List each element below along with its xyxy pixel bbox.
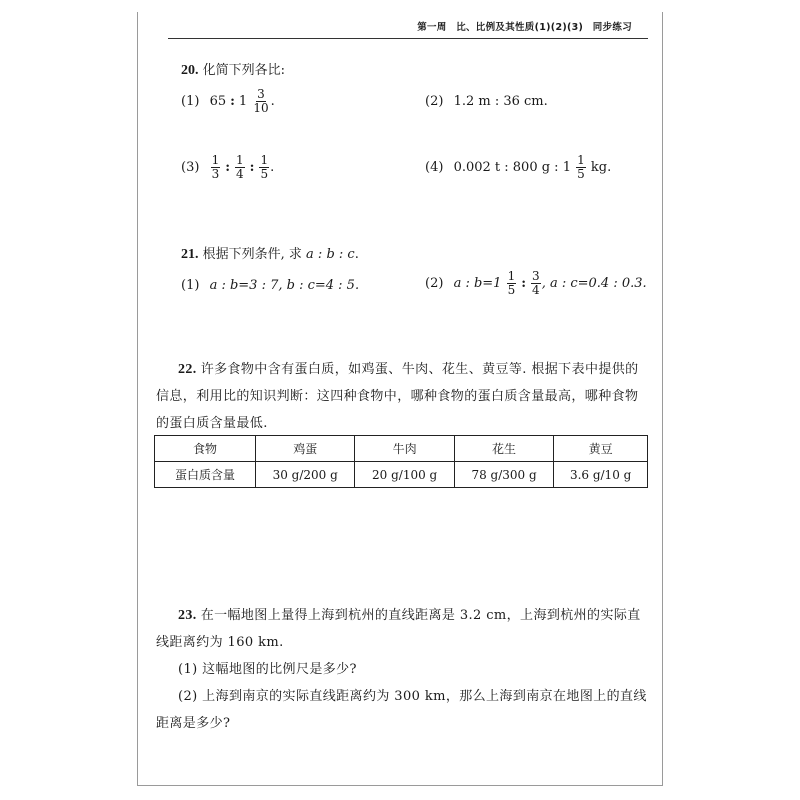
q21-part2-pre: a : b=1 (453, 276, 502, 291)
table-header-cell: 牛肉 (355, 436, 454, 462)
q21-part1-text: a : b=3 : 7, b : c=4 : 5. (209, 278, 360, 293)
q21-part2: (2) a : b=1 $\frac{1}{5}$ : $\frac{3}{4}$ , a : c=0.4 : 0.3. (425, 269, 647, 297)
q20-part4-label: (4) (425, 160, 444, 175)
q21-part1-label: (1) (181, 278, 200, 293)
q23-part2-text: (2) 上海到南京的实际直线距离约为 300 km，那么上海到南京在地图上的直线距离是多少? (156, 689, 647, 731)
header-topic: 比、比例及其性质(1)(2)(3) (456, 22, 584, 33)
q20-part2-label: (2) (425, 94, 444, 109)
q20-part4-a: 0.002 t : 800 g : 1 (453, 160, 571, 175)
q20-title-text: 化简下列各比: (202, 63, 286, 78)
q22-text: 许多食物中含有蛋白质，如鸡蛋、牛肉、花生、黄豆等. 根据下表中提供的信息，利用比的知识判断：这四种食物中，哪种食物的蛋白质含量最高，哪种食物的蛋白质含量最低. (156, 362, 639, 431)
table-cell: 30 g/200 g (256, 462, 355, 488)
q20-part1-label: (1) (181, 94, 200, 109)
q23-part1 (156, 656, 651, 683)
q20-part4-fraction: $\frac{1}{5}$ (577, 153, 585, 181)
worksheet-page (137, 12, 663, 786)
q21-title-end: . (354, 247, 359, 262)
q20-number: 20. (181, 63, 199, 78)
table-header-cell: 食物 (155, 436, 256, 462)
q20-part4-end: kg. (590, 160, 612, 175)
q21-part2-post: , a : c=0.4 : 0.3. (541, 276, 647, 291)
q21-number: 21. (181, 247, 199, 262)
table-header-cell: 花生 (454, 436, 553, 462)
protein-table (154, 435, 648, 488)
q20-part4 (425, 154, 611, 181)
table-row (155, 462, 648, 488)
q21-title (181, 243, 359, 263)
q23-part2 (156, 683, 651, 737)
q20-part3-fraction1: $\frac{1}{3}$ (211, 153, 220, 181)
header-type: 同步练习 (592, 22, 632, 33)
q20-title (181, 59, 285, 79)
table-cell: 蛋白质含量 (155, 462, 256, 488)
q20-part1-fraction: $\frac{3}{10}$ (253, 87, 269, 115)
q20-part2 (425, 94, 548, 109)
q20-part3-label: (3) (181, 160, 200, 175)
header-rule (168, 38, 648, 39)
q21-part2-fraction2: $\frac{3}{4}$ (532, 269, 540, 297)
header-week: 第一周 (417, 22, 447, 33)
table-header-cell: 鸡蛋 (256, 436, 355, 462)
q20-part2-text: 1.2 m : 36 cm. (453, 94, 548, 109)
table-header-row (155, 436, 648, 462)
q21-part1 (181, 278, 359, 293)
q20-part1-end: . (270, 94, 275, 109)
page-header (411, 19, 632, 33)
q20-part1-a: 65 (209, 94, 227, 109)
q23-number: 23. (178, 608, 197, 623)
table-header-cell: 黄豆 (554, 436, 648, 462)
q20-part3-end: . (270, 160, 275, 175)
table-cell: 78 g/300 g (454, 462, 553, 488)
q23-paragraph (156, 602, 651, 656)
q20-part3: (3) $\frac{1}{3}$ : $\frac{1}{4}$ : $\frac{1}{5}$ . (181, 153, 275, 181)
q20-part1: (1) 65 : 1 $\frac{3}{10}$ . (181, 87, 275, 115)
table-cell: 20 g/100 g (355, 462, 454, 488)
table-cell: 3.6 g/10 g (554, 462, 648, 488)
q20-part1-whole: 1 (238, 94, 248, 109)
q21-title-text: 根据下列条件, 求 (202, 247, 302, 262)
q20-part3-fraction2: $\frac{1}{4}$ (236, 153, 244, 181)
q20-part3-fraction3: $\frac{1}{5}$ (260, 153, 269, 181)
q21-part2-label: (2) (425, 276, 444, 291)
q22-number: 22. (178, 362, 197, 377)
q22-paragraph (156, 356, 651, 437)
q23-part1-text: (1) 这幅地图的比例尺是多少? (178, 662, 357, 677)
q21-title-vars: a : b : c (306, 247, 355, 262)
q21-part2-fraction1: $\frac{1}{5}$ (507, 269, 516, 297)
q23-text: 在一幅地图上量得上海到杭州的直线距离是 3.2 cm，上海到杭州的实际直线距离约为 160 km. (156, 608, 641, 650)
